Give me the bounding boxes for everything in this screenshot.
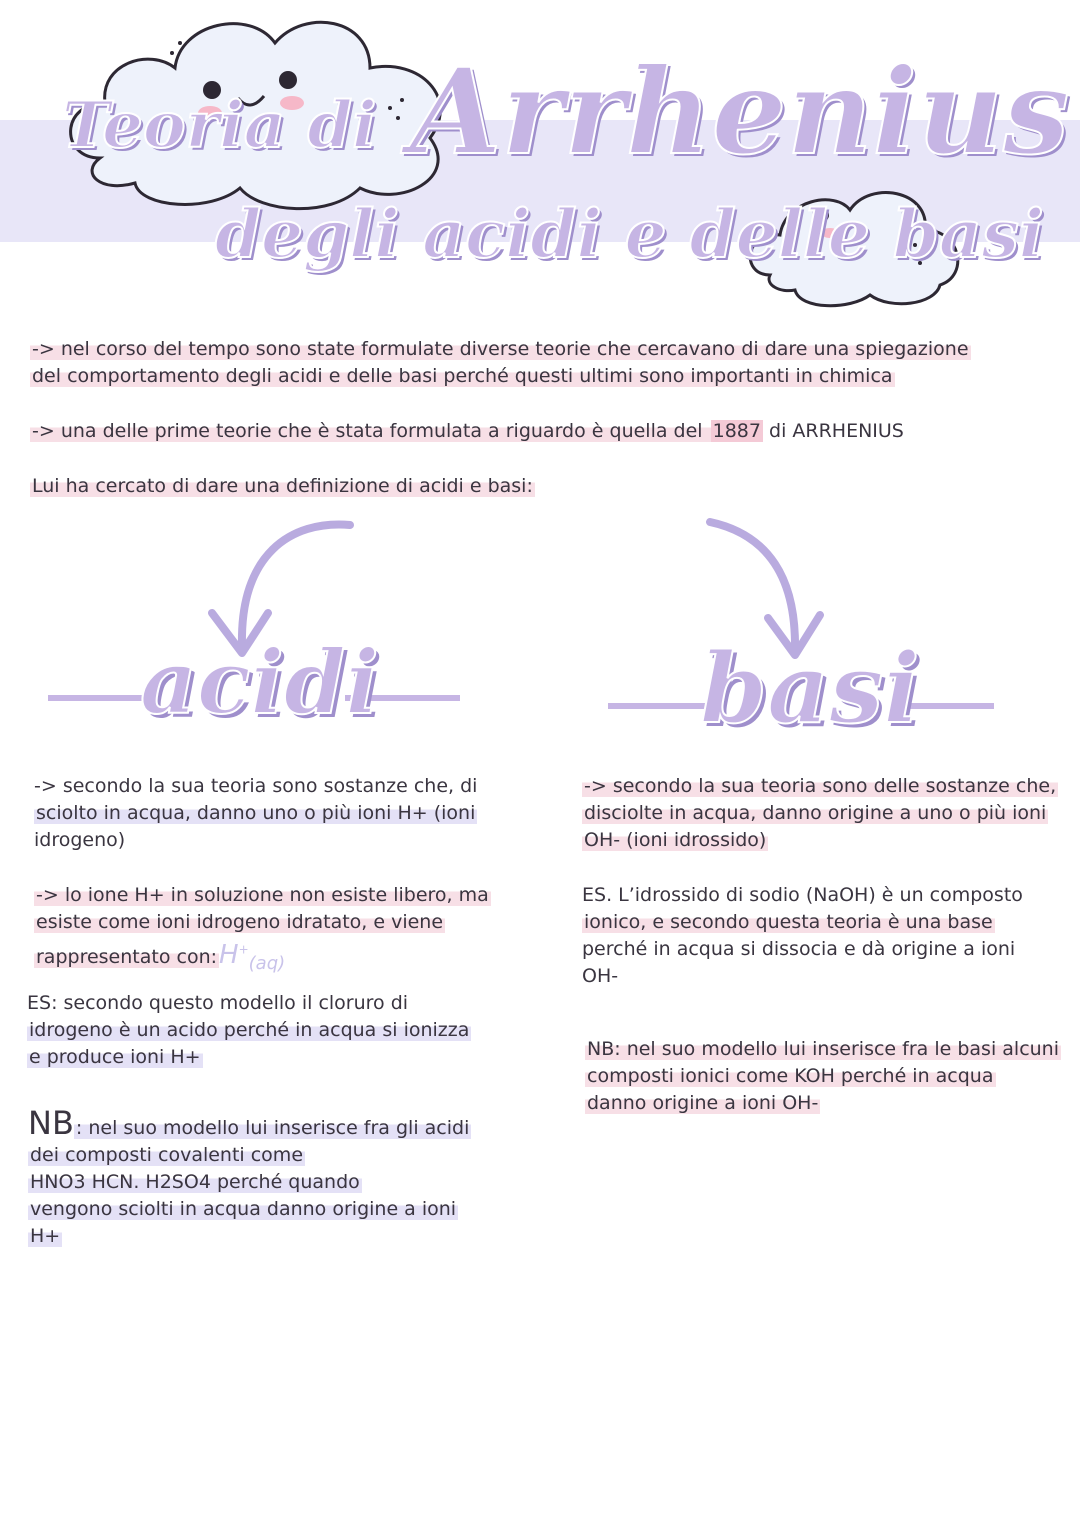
acidi-nb-line-3: HNO3 HCN. H2SO4 perché quando: [30, 1171, 360, 1193]
basi-def-line-1: -> secondo la sua teoria sono delle sostanze che,: [584, 775, 1057, 797]
basi-example: [582, 882, 1023, 990]
basi-es-line-3: perché in acqua si dissocia e dà origine a ioni: [582, 938, 1016, 960]
acidi-nb: [28, 1104, 471, 1250]
formula-h: H: [219, 939, 239, 970]
basi-es-line-4: OH-: [582, 965, 619, 987]
acidi-heading: acidi: [140, 630, 379, 734]
acidi-ione-line-2: esiste come ioni idrogeno idratato, e viene: [36, 911, 444, 933]
intro-line-1: -> nel corso del tempo sono state formulate diverse teorie che cercavano di dare una spiegazione: [32, 338, 969, 360]
basi-nb-line-3: danno origine a ioni OH-: [587, 1092, 819, 1114]
basi-def-line-2: disciolte in acqua, danno origine a uno o più ioni: [584, 802, 1047, 824]
intro-paragraph-2: [30, 418, 904, 445]
acidi-example: [27, 990, 471, 1071]
acidi-definition: [34, 773, 477, 854]
intro-p3: Lui ha cercato di dare una definizione di acidi e basi:: [32, 475, 533, 497]
acidi-ione-line-3: rappresentato con:: [36, 945, 218, 968]
acidi-nb-line-1: : nel suo modello lui inserisce fra gli acidi: [75, 1117, 470, 1139]
acidi-def-line-2: sciolto in acqua, danno uno o più ioni H+ (ioni: [36, 802, 476, 824]
basi-es-line-1: ES. L’idrossido di sodio (NaOH) è un composto: [582, 884, 1023, 906]
intro-p2-post: di ARRHENIUS: [762, 420, 904, 442]
title-teoria-di: Teoria di: [62, 88, 377, 163]
acidi-es-line-2: idrogeno è un acido perché in acqua si ionizza: [29, 1019, 470, 1041]
basi-es-line-2: ionico, e secondo questa teoria è una base: [584, 911, 993, 933]
basi-nb-line-2: composti ionici come KOH perché in acqua: [587, 1065, 994, 1087]
basi-nb-line-1: NB: nel suo modello lui inserisce fra le basi alcuni: [587, 1038, 1060, 1060]
acidi-nb-line-4: vengono sciolti in acqua danno origine a ioni: [30, 1198, 457, 1220]
basi-nb: [585, 1036, 1061, 1117]
basi-rule-left: [608, 703, 708, 709]
basi-definition: [582, 773, 1058, 854]
acidi-ione-line-1: -> lo ione H+ in soluzione non esiste libero, ma: [36, 884, 489, 906]
intro-year: 1887: [712, 420, 761, 442]
acidi-nb-line-5: H+: [30, 1225, 61, 1247]
hydronium-formula: [219, 939, 286, 974]
title-arrhenius: Arrhenius: [410, 42, 1070, 181]
formula-sub: (aq): [248, 952, 286, 974]
formula-sup: +: [238, 942, 249, 956]
acidi-def-line-3: idrogeno): [34, 829, 126, 851]
intro-paragraph-3: [30, 473, 535, 500]
acidi-es-line-1: ES: secondo questo modello il cloruro di: [27, 992, 409, 1014]
acidi-rule-left: [48, 695, 148, 701]
basi-heading: basi: [700, 632, 920, 745]
basi-def-line-3: OH- (ioni idrossido): [584, 829, 767, 851]
acidi-es-line-3: e produce ioni H+: [29, 1046, 201, 1068]
acidi-nb-label: NB: [28, 1104, 74, 1142]
title-subtitle: degli acidi e delle basi: [215, 195, 1044, 273]
acidi-ione-note: [34, 882, 491, 977]
intro-paragraph-1: [30, 336, 971, 390]
intro-p2-pre: -> una delle prime teorie che è stata formulata a riguardo è quella del: [32, 420, 709, 442]
acidi-def-line-1: -> secondo la sua teoria sono sostanze che, di: [34, 775, 478, 797]
intro-line-2: del comportamento degli acidi e delle basi perché questi ultimi sono importanti in chimica: [32, 365, 893, 387]
acidi-nb-line-2: dei composti covalenti come: [30, 1144, 304, 1166]
